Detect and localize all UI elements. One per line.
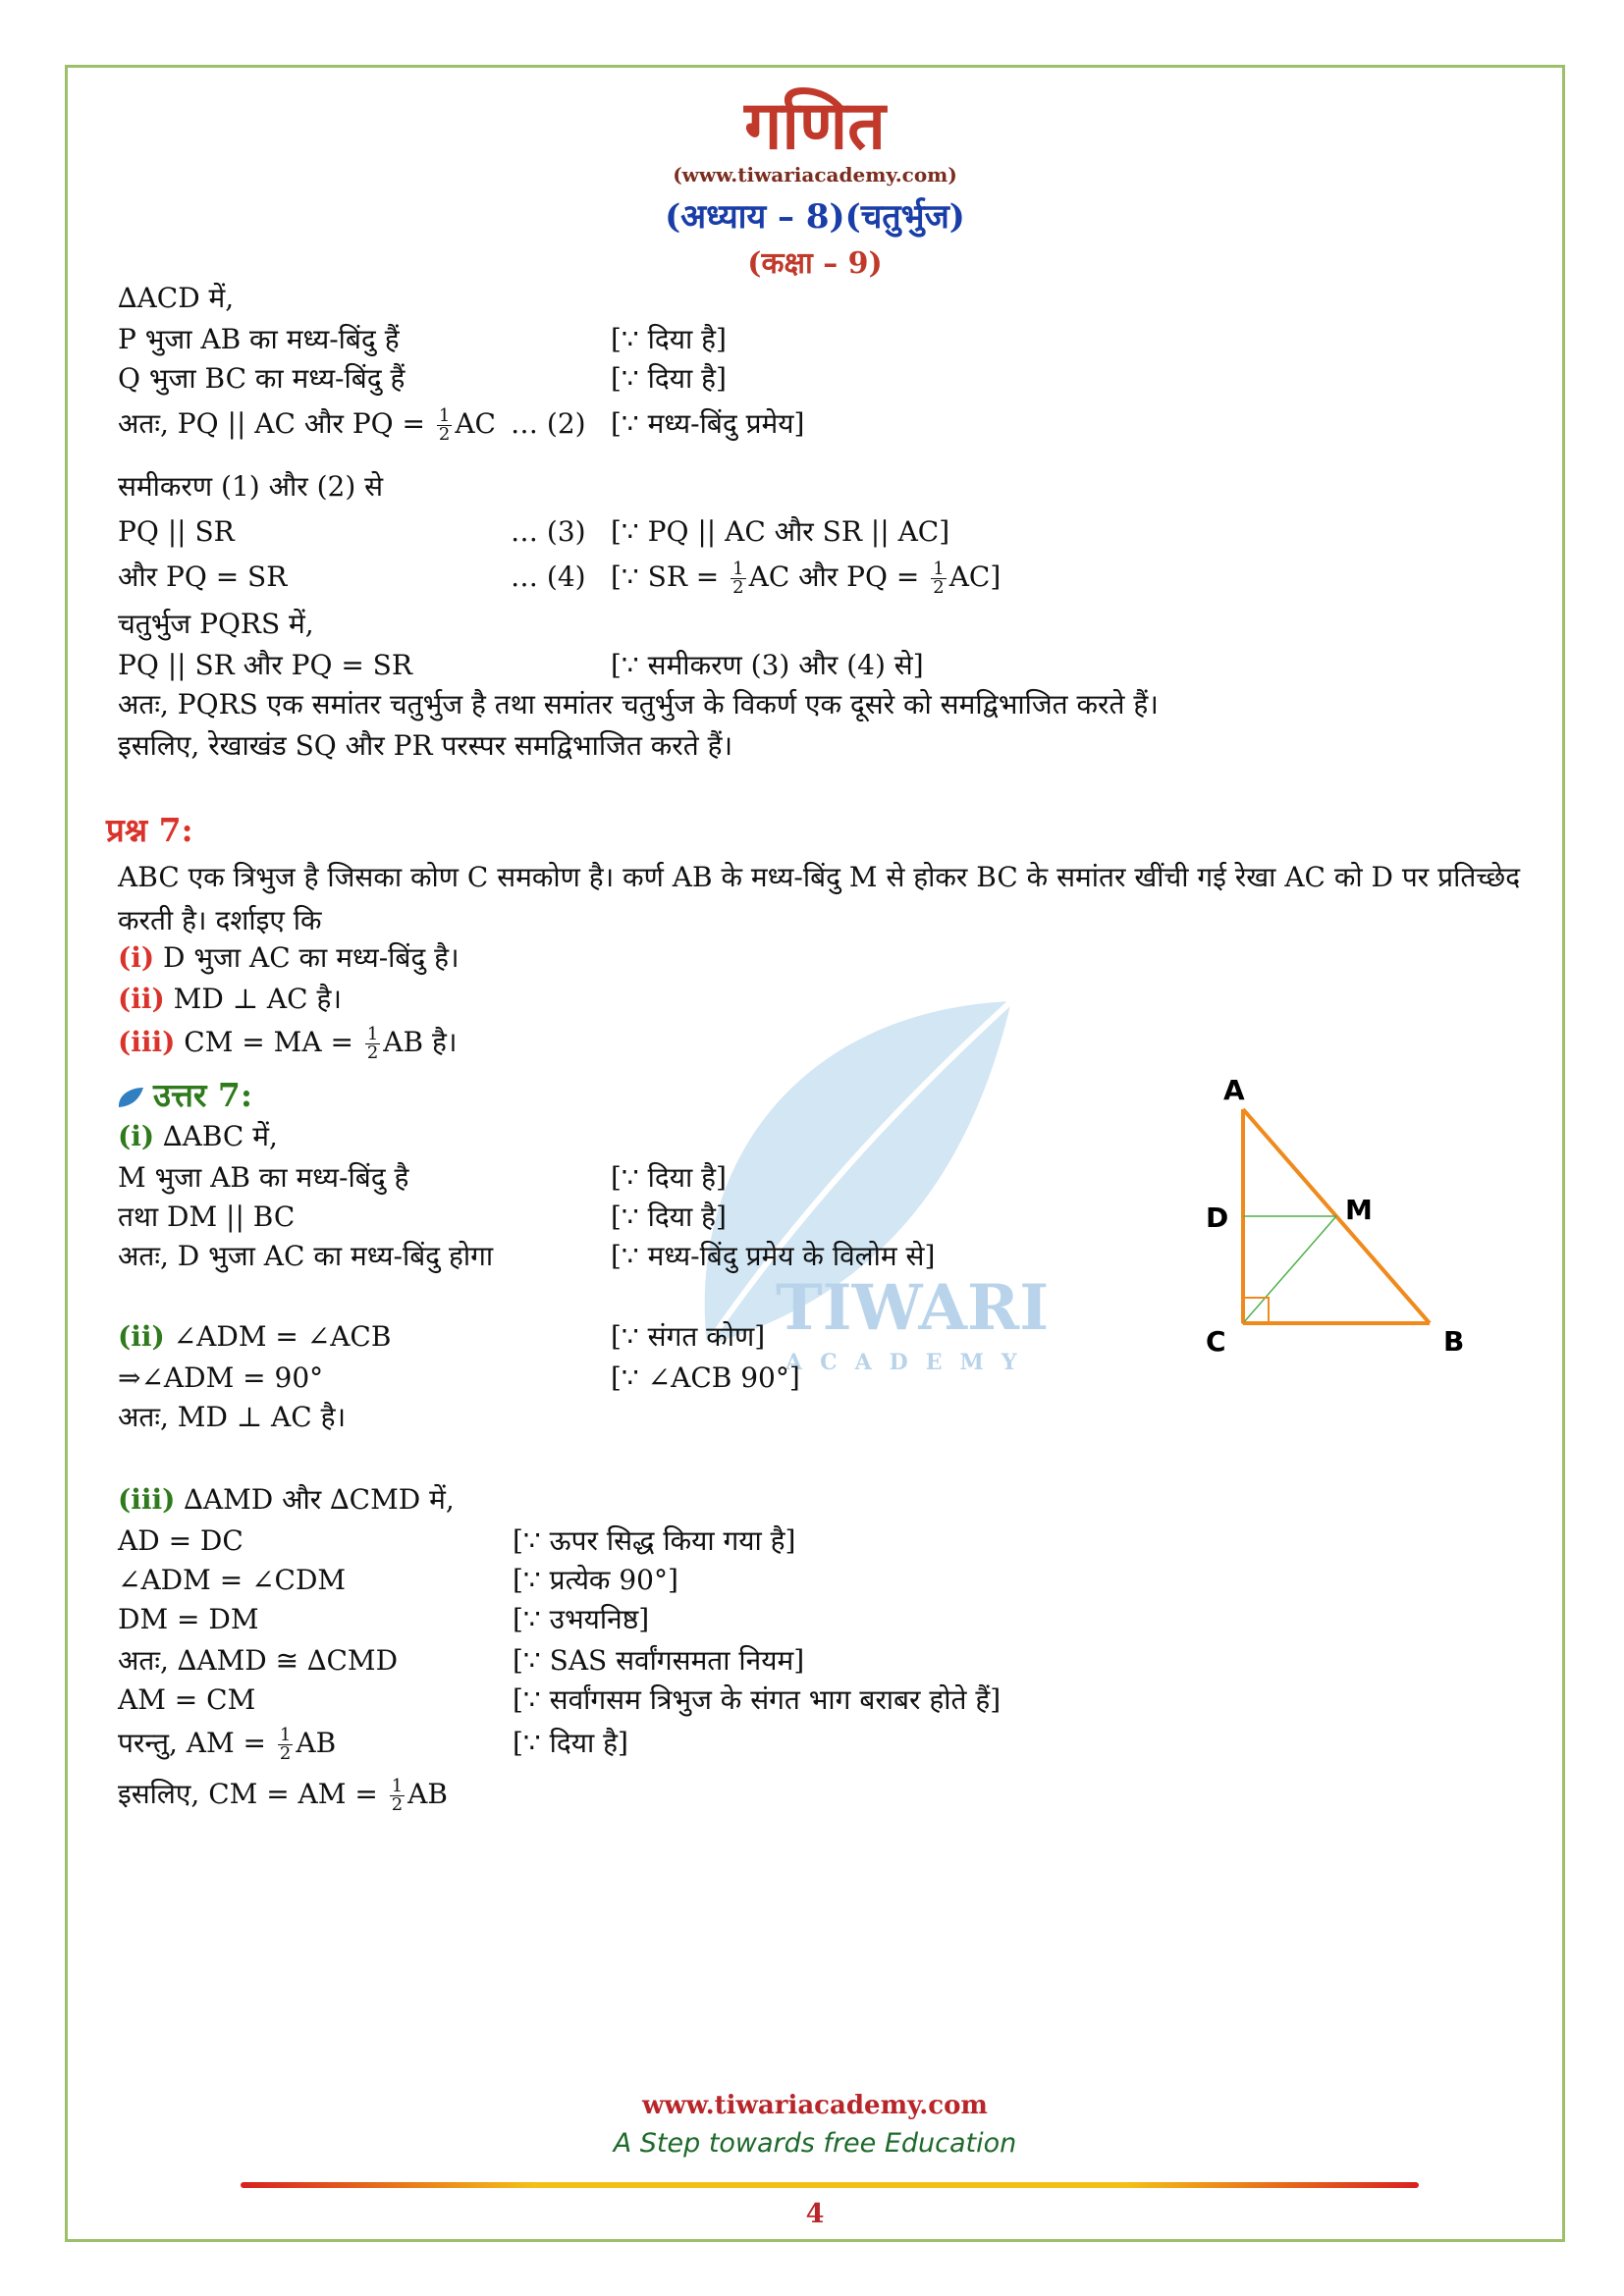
chapter-heading: (अध्याय – 8)(चतुर्भुज): [665, 197, 965, 237]
text-line: ∆ACD में,: [118, 282, 235, 314]
reason-text: [∵ दिया है]: [513, 1727, 628, 1759]
answer-heading: उत्तर 7:: [116, 1072, 252, 1116]
text-line: ⇒∠ADM = 90°: [118, 1362, 324, 1394]
fraction: $\frac{1}{2}$: [366, 1024, 379, 1063]
text-line: M भुजा AB का मध्य-बिंदु है: [118, 1161, 409, 1194]
footer-divider: [241, 2182, 1419, 2188]
text-line: अतः, MD ⊥ AC है।: [118, 1401, 347, 1433]
answer-part-ii-head: (ii) ∠ADM = ∠ACB: [118, 1320, 392, 1353]
reason-text: [∵ समीकरण (3) और (4) से]: [611, 649, 924, 681]
text-line: तथा DM || BC: [118, 1201, 296, 1233]
fraction: $\frac{1}{2}$: [732, 559, 744, 598]
page-title: गणित: [744, 86, 886, 165]
text-line: DM = DM: [118, 1603, 259, 1635]
page-number: 4: [805, 2199, 825, 2229]
tiwari-logo-icon: [116, 1086, 145, 1109]
label-b: B: [1443, 1325, 1465, 1358]
question-part-ii: (ii) MD ⊥ AC है।: [118, 983, 342, 1015]
reason-text: [∵ ऊपर सिद्ध किया गया है]: [513, 1524, 796, 1557]
reason-text: [∵ SR = $\frac{1}{2}$ AC और PQ = $\frac{1}{2}$ AC]: [611, 559, 1001, 598]
triangle-diagram: [1178, 1070, 1492, 1384]
answer-part-iii-head: (iii) ∆AMD और ∆CMD में,: [118, 1483, 455, 1516]
reason-text: [∵ मध्य-बिंदु प्रमेय के विलोम से]: [611, 1240, 936, 1272]
reason-text: [∵ दिया है]: [611, 1201, 727, 1233]
text-line: अतः, D भुजा AC का मध्य-बिंदु होगा: [118, 1240, 494, 1272]
reason-text: [∵ PQ || AC और SR || AC]: [611, 515, 950, 548]
reason-text: [∵ प्रत्येक 90°]: [513, 1564, 678, 1596]
label-d: D: [1206, 1201, 1229, 1234]
text-line: Q भुजा BC का मध्य-बिंदु हैं: [118, 362, 406, 395]
equation-line: अतः, PQ || AC और PQ = $\frac{1}{2}$ AC: [118, 405, 496, 445]
equation-number: … (3): [511, 515, 586, 548]
text-line: अतः, PQRS एक समांतर चतुर्भुज है तथा समांतर चतुर्भुज के विकर्ण एक दूसरे को समद्विभाजित करते हैं।: [118, 688, 1159, 721]
header-site-link[interactable]: (www.tiwariacademy.com): [673, 163, 957, 187]
label-c: C: [1206, 1325, 1226, 1358]
equation-line: परन्तु, AM = $\frac{1}{2}$ AB: [118, 1725, 337, 1764]
text-line: AM = CM: [118, 1683, 256, 1716]
equation-line: इसलिए, CM = AM = $\frac{1}{2}$ AB: [118, 1776, 448, 1815]
fraction: $\frac{1}{2}$: [933, 559, 945, 598]
fraction: $\frac{1}{2}$: [279, 1725, 292, 1764]
question-part-i: (i) D भुजा AC का मध्य-बिंदु है।: [118, 941, 460, 974]
text-line: चतुर्भुज PQRS में,: [118, 608, 314, 640]
question-part-iii: (iii) CM = MA = $\frac{1}{2}$ AB है।: [118, 1024, 458, 1063]
reason-text: [∵ संगत कोण]: [611, 1320, 766, 1353]
question-text: ABC एक त्रिभुज है जिसका कोण C समकोण है। कर्ण AB के मध्य-बिंदु M से होकर BC के समांतर खींची गई रेखा AC को D पर प्रतिच्छेद करती है। दर्शाइए कि: [118, 861, 1521, 936]
reason-text: [∵ दिया है]: [611, 1161, 727, 1194]
answer-part-i-head: (i) ∆ABC में,: [118, 1120, 278, 1152]
reason-text: [∵ SAS सर्वांगसमता नियम]: [513, 1644, 805, 1677]
reason-text: [∵ मध्य-बिंदु प्रमेय]: [611, 407, 805, 440]
fraction: $\frac{1}{2}$: [391, 1776, 404, 1815]
label-a: A: [1223, 1074, 1245, 1106]
text-line: PQ || SR: [118, 515, 235, 548]
reason-text: [∵ दिया है]: [611, 362, 727, 395]
fraction: $\frac{1}{2}$: [438, 405, 451, 445]
watermark-subtext: ACADEMY: [785, 1350, 1035, 1375]
reason-text: [∵ दिया है]: [611, 323, 727, 355]
text-line: इसलिए, रेखाखंड SQ और PR परस्पर समद्विभाजित करते हैं।: [118, 729, 733, 762]
class-heading: (कक्षा – 9): [747, 246, 883, 281]
text-line: AD = DC: [118, 1524, 244, 1557]
footer-site-link[interactable]: www.tiwariacademy.com: [642, 2091, 988, 2120]
label-m: M: [1345, 1194, 1373, 1226]
reason-text: [∵ सर्वांगसम त्रिभुज के संगत भाग बराबर होते हैं]: [513, 1683, 1001, 1716]
segment-cm: [1243, 1216, 1336, 1323]
text-line: PQ || SR और PQ = SR: [118, 649, 412, 681]
text-line: ∠ADM = ∠CDM: [118, 1564, 347, 1596]
text-line: समीकरण (1) और (2) से: [118, 470, 384, 503]
footer-tagline: A Step towards free Education: [613, 2128, 1017, 2159]
text-line: और PQ = SR: [118, 561, 288, 593]
watermark-text: TIWARI: [776, 1271, 1050, 1345]
reason-text: [∵ ∠ACB 90°]: [611, 1362, 800, 1394]
equation-number: … (4): [511, 561, 586, 593]
reason-text: [∵ उभयनिष्ठ]: [513, 1603, 650, 1635]
text-line: अतः, ∆AMD ≅ ∆CMD: [118, 1644, 399, 1677]
text-line: P भुजा AB का मध्य-बिंदु हैं: [118, 323, 400, 355]
equation-number: … (2): [511, 407, 586, 440]
question-heading: प्रश्न 7:: [106, 811, 193, 849]
